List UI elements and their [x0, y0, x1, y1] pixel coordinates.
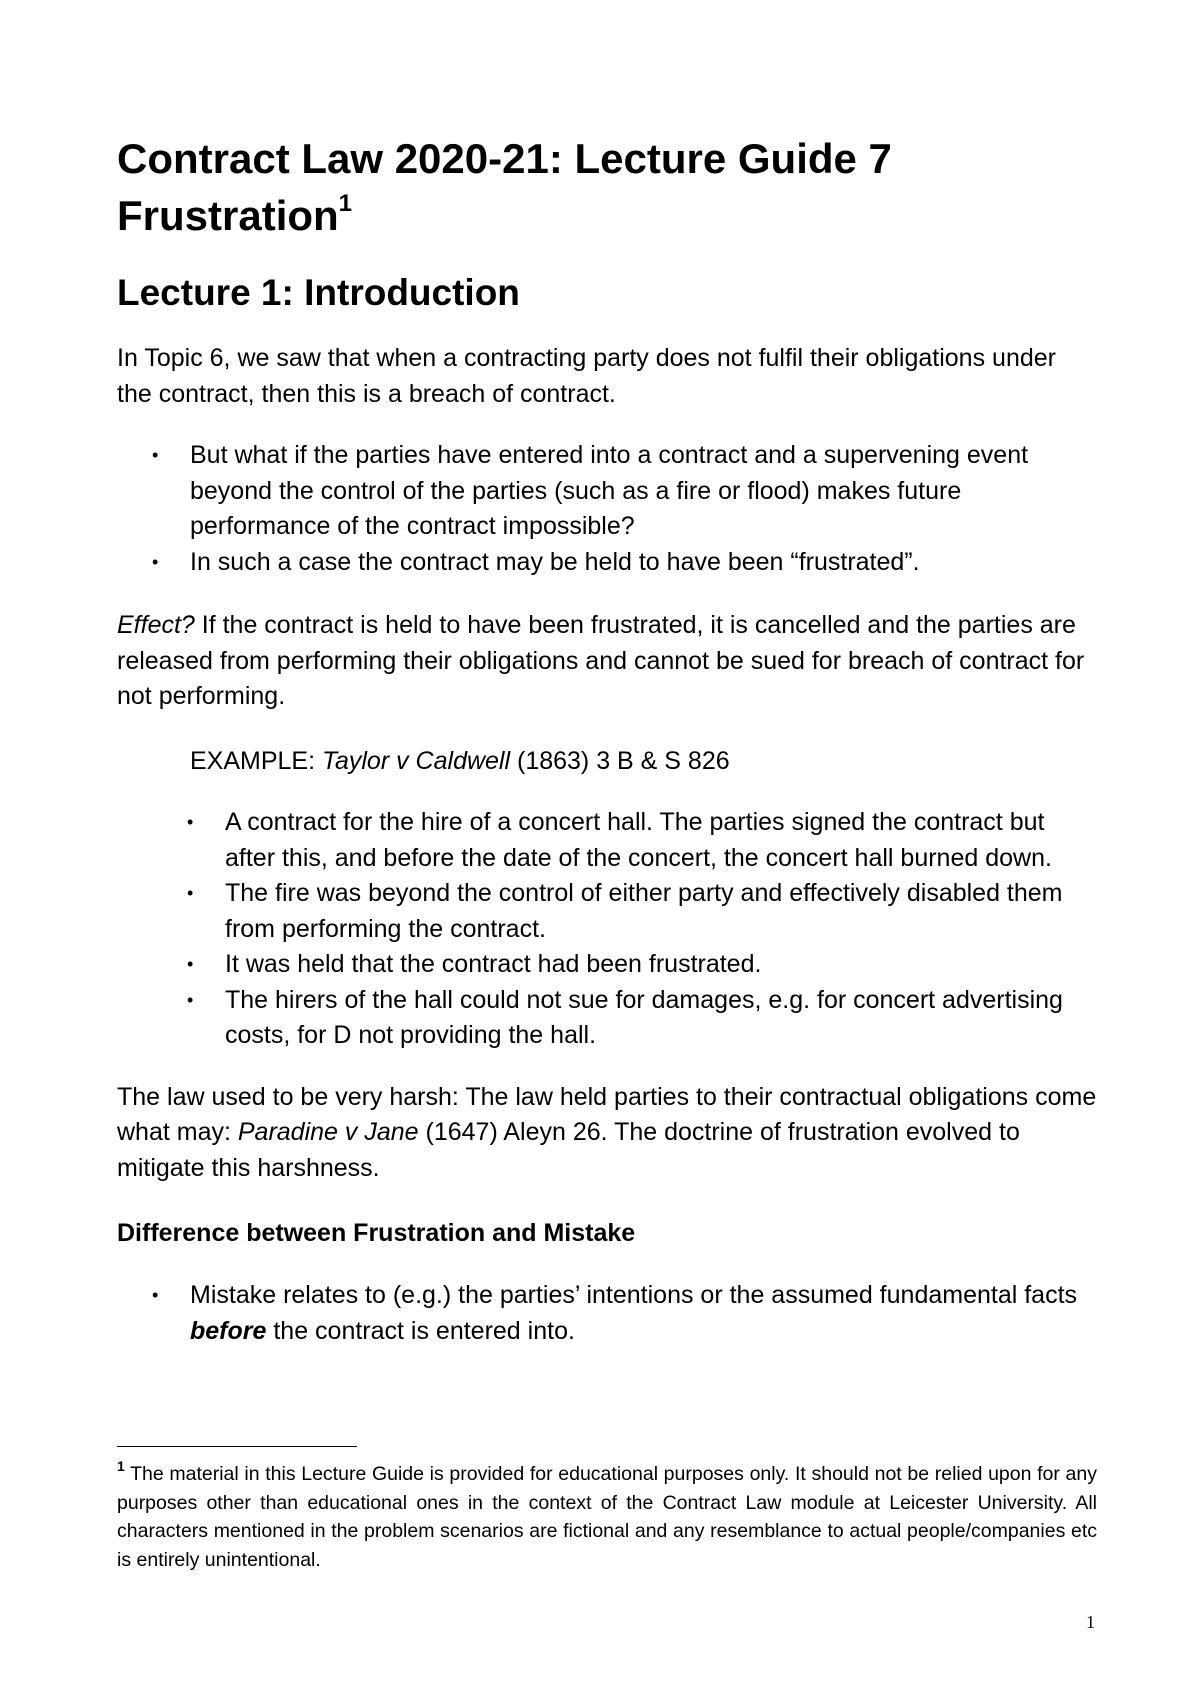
case-name-paradine: Paradine v Jane [237, 1118, 419, 1146]
difference-heading: Difference between Frustration and Mistake [117, 1219, 636, 1247]
list-item: • The fire was beyond the control of either party and effectively disabled them from performing the contract. [225, 876, 1097, 947]
supervening-event-list [117, 438, 1097, 580]
list-item: • The hirers of the hall could not sue for damages, e.g. for concert advertising costs, for D not providing the hall. [225, 983, 1097, 1054]
case-name-taylor: Taylor v Caldwell [322, 746, 511, 775]
emphasis-before: before [190, 1316, 267, 1345]
law-history-paragraph: The law used to be very harsh: The law held parties to their contractual obligations come what may: Paradine v Jane (1647) Aleyn 26. The doctrine of frustration evolved to mitigate this harshness. [117, 1082, 1097, 1182]
bullet-icon: • [187, 883, 194, 903]
difference-list [117, 1278, 1097, 1349]
example-heading: EXAMPLE: Taylor v Caldwell (1863) 3 B & S 826 [190, 746, 730, 775]
page-number: 1 [1086, 1612, 1095, 1632]
footnote-text: The material in this Lecture Guide is provided for educational purposes only. It should not be relied upon for any purposes other than educational ones in the context of the Contract Law module at Leicester University. All characters mentioned in the problem scenarios are fictional and any resemblance to actual people/companies etc is entirely unintentional. [117, 1463, 1097, 1571]
list-item: • But what if the parties have entered into a contract and a supervening event beyond the control of the parties (such as a fire or flood) makes future performance of the contract impossible? [190, 438, 1097, 545]
bullet-icon: • [187, 954, 194, 974]
list-item: • It was held that the contract had been frustrated. [225, 947, 1097, 983]
lecture-heading: Lecture 1: Introduction [117, 272, 520, 313]
bullet-icon: • [152, 1285, 159, 1305]
bullet-icon: • [187, 812, 194, 832]
list-item: • Mistake relates to (e.g.) the parties’ intentions or the assumed fundamental facts before the contract is entered into. [190, 1278, 1097, 1349]
page-content [117, 130, 1097, 1349]
list-item: • In such a case the contract may be held to have been “frustrated”. [190, 545, 1097, 581]
list-item: • A contract for the hire of a concert hall. The parties signed the contract but after this, and before the date of the concert, the concert hall burned down. [225, 805, 1097, 876]
example-facts-list [117, 805, 1097, 1054]
title-line-1: Contract Law 2020-21: Lecture Guide 7 [117, 135, 892, 182]
footnote [117, 1457, 1097, 1574]
document-title [117, 130, 1097, 244]
effect-paragraph: Effect? If the contract is held to have been frustrated, it is cancelled and the parties are released from performing their obligations and cannot be sued for breach of contract for not performing. [117, 611, 1085, 710]
bullet-icon: • [152, 551, 159, 572]
footnote-separator [117, 1446, 357, 1447]
bullet-icon: • [152, 445, 159, 465]
footnote-number: 1 [117, 1457, 125, 1474]
title-line-2: Frustration [117, 192, 339, 239]
intro-paragraph: In Topic 6, we saw that when a contracting party does not fulfil their obligations under the contract, then this is a breach of contract. [117, 344, 1056, 408]
bullet-icon: • [187, 989, 194, 1010]
effect-label: Effect? [117, 611, 195, 639]
title-footnote-ref[interactable]: 1 [338, 190, 353, 217]
